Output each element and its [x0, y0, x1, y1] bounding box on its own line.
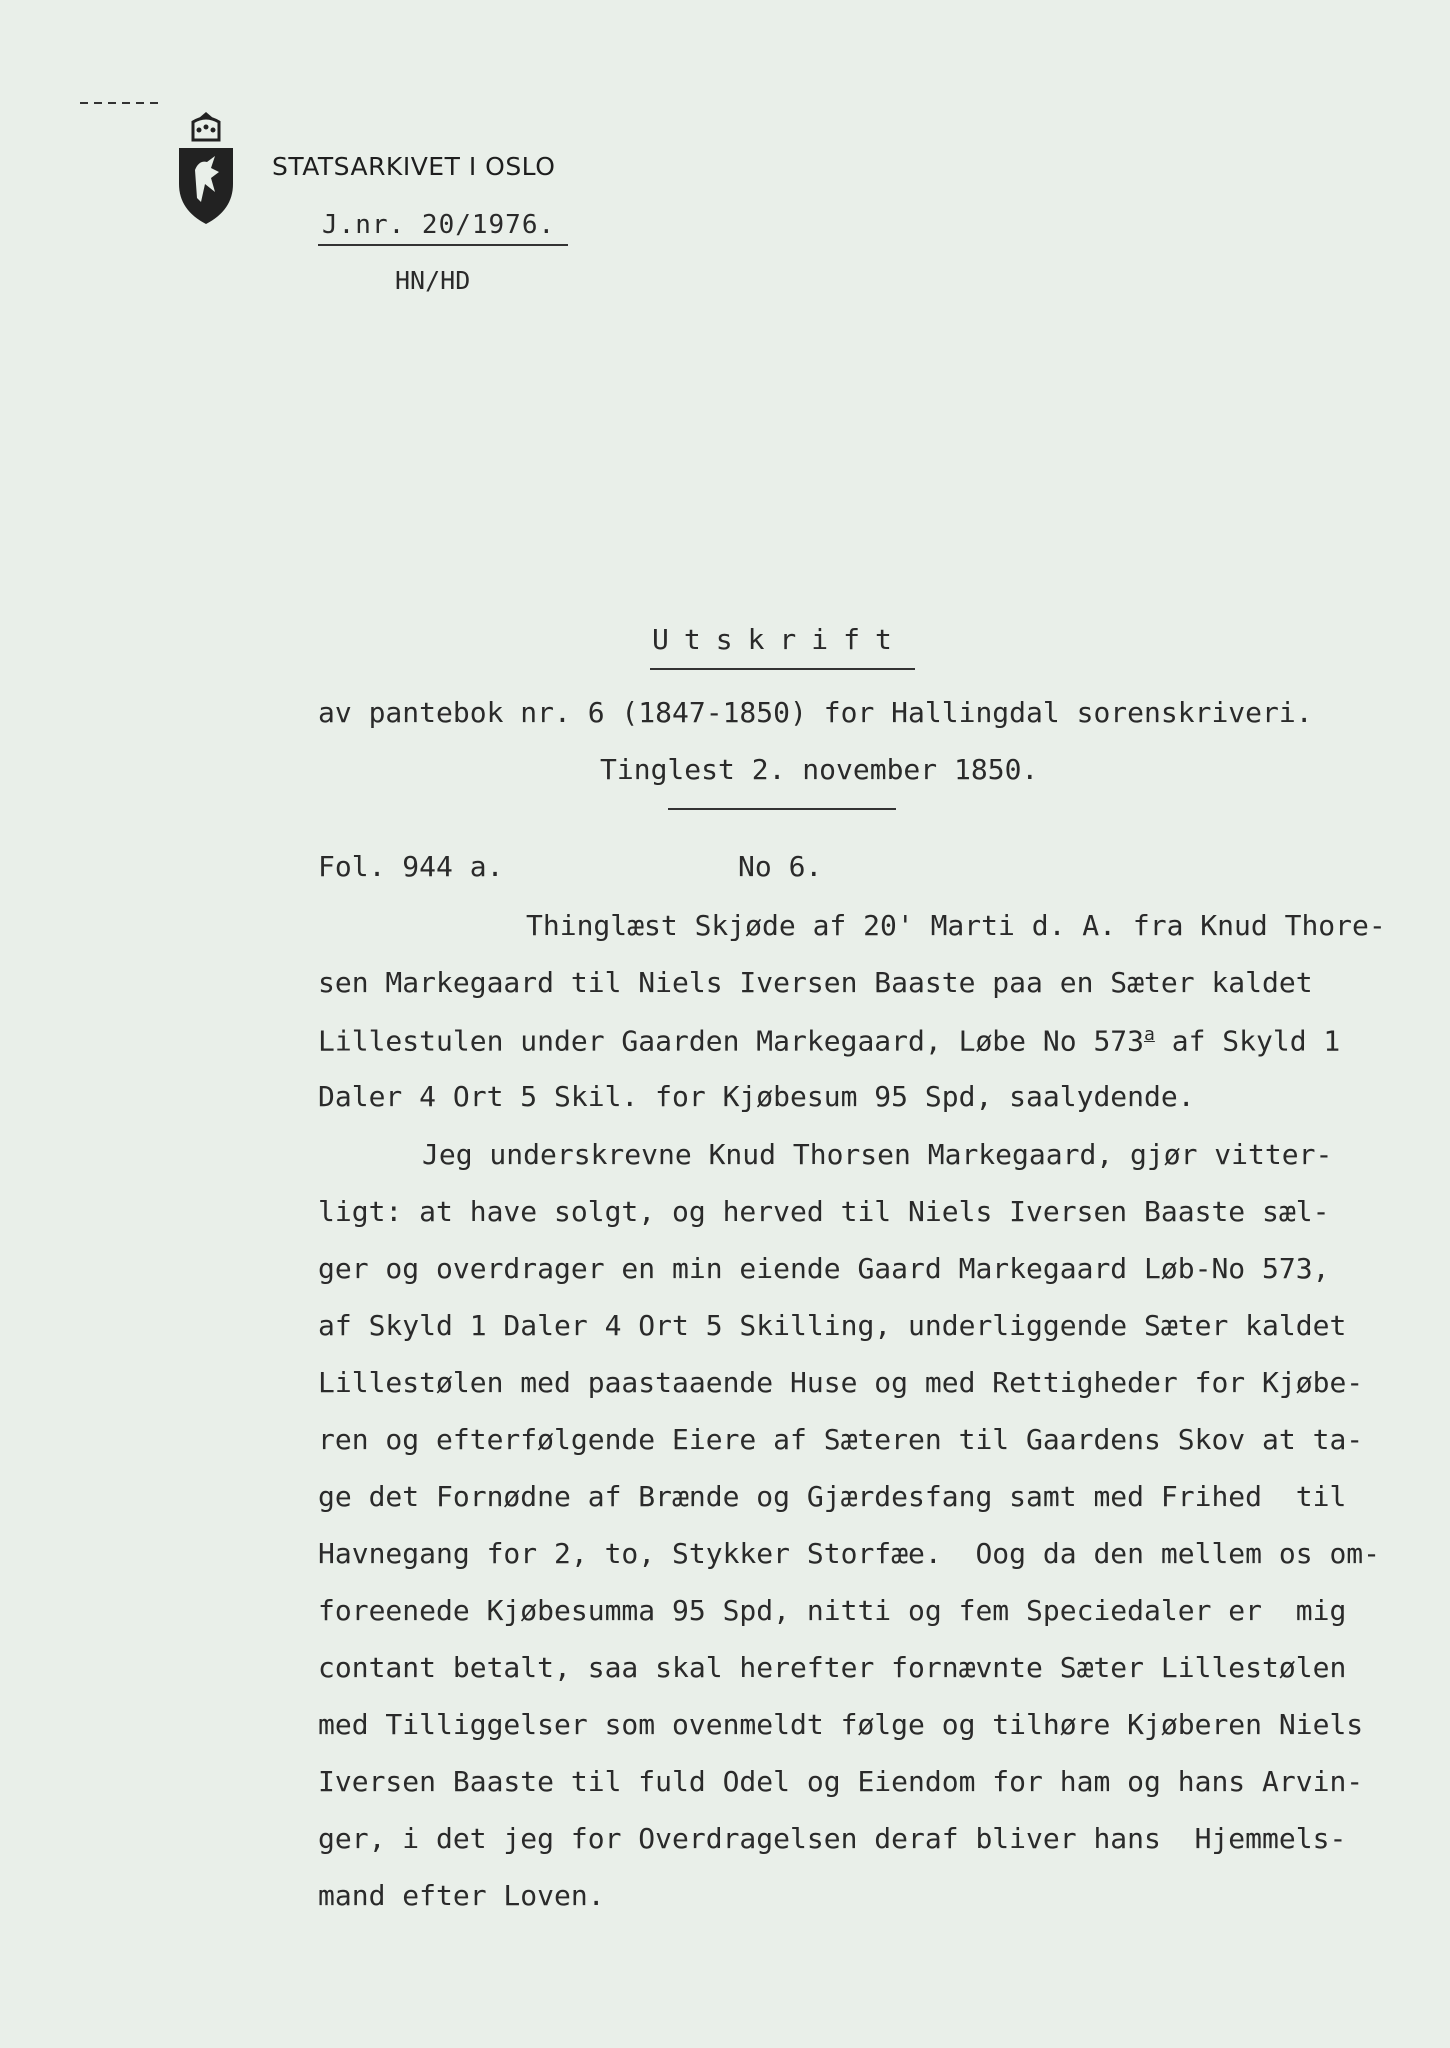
corner-mark [80, 100, 160, 106]
text-line: sen Markegaard til Niels Iversen Baaste paa en Sæter kaldet [318, 966, 1313, 999]
text-line: ger, i det jeg for Overdragelsen deraf bliver hans Hjemmels- [318, 1822, 1347, 1855]
document-subtitle: av pantebok nr. 6 (1847-1850) for Hallingdal sorenskriveri. [318, 696, 1313, 729]
document-title: Utskrift [652, 623, 907, 656]
coat-of-arms-icon [175, 112, 237, 224]
text-line: Lillestølen med paastaaende Huse og med Rettigheder for Kjøbe- [318, 1366, 1364, 1399]
text-line: Jeg underskrevne Knud Thorsen Markegaard, gjør vitter- [422, 1138, 1333, 1171]
text-line: foreenede Kjøbesumma 95 Spd, nitti og fem Speciedaler er mig [318, 1594, 1347, 1627]
registration-date: Tinglest 2. november 1850. [600, 753, 1039, 786]
text-line: Daler 4 Ort 5 Skil. for Kjøbesum 95 Spd, saalydende. [318, 1080, 1195, 1113]
text-line: ligt: at have solgt, og herved til Niels Iversen Baaste sæl- [318, 1195, 1330, 1228]
text-line [318, 1024, 1341, 1058]
folio: Fol. 944 a. [318, 850, 504, 883]
text-line: contant betalt, saa skal herefter fornævnte Sæter Lillestølen [318, 1651, 1347, 1684]
text-line: Havnegang for 2, to, Stykker Storfæe. Oog da den mellem os om- [318, 1537, 1381, 1570]
text-line-part: Lillestulen under Gaarden Markegaard, Løbe No 573 [318, 1024, 1145, 1058]
journal-underline [318, 244, 568, 246]
text-line: Thinglæst Skjøde af 20' Marti d. A. fra Knud Thore- [526, 909, 1386, 942]
date-underline [668, 808, 896, 810]
text-line: mand efter Loven. [318, 1879, 605, 1912]
text-line: ren og efterfølgende Eiere af Sæteren til Gaardens Skov at ta- [318, 1423, 1364, 1456]
entry-number: No 6. [738, 850, 823, 883]
text-line: ge det Fornødne af Brænde og Gjærdesfang samt med Frihed til [318, 1480, 1347, 1513]
text-line: af Skyld 1 Daler 4 Ort 5 Skilling, underliggende Sæter kaldet [318, 1309, 1347, 1342]
institution-name: STATSARKIVET I OSLO [272, 152, 556, 181]
journal-number: J.nr. 20/1976. [322, 210, 556, 240]
text-line: Iversen Baaste til fuld Odel og Eiendom for ham og hans Arvin- [318, 1765, 1364, 1798]
superscript: a [1144, 1024, 1155, 1045]
text-line-part: af Skyld 1 [1154, 1024, 1341, 1058]
initials: HN/HD [395, 266, 471, 295]
text-line: ger og overdrager en min eiende Gaard Markegaard Løb-No 573, [318, 1252, 1330, 1285]
text-line: med Tilliggelser som ovenmeldt følge og tilhøre Kjøberen Niels [318, 1708, 1364, 1741]
title-underline [650, 668, 915, 670]
